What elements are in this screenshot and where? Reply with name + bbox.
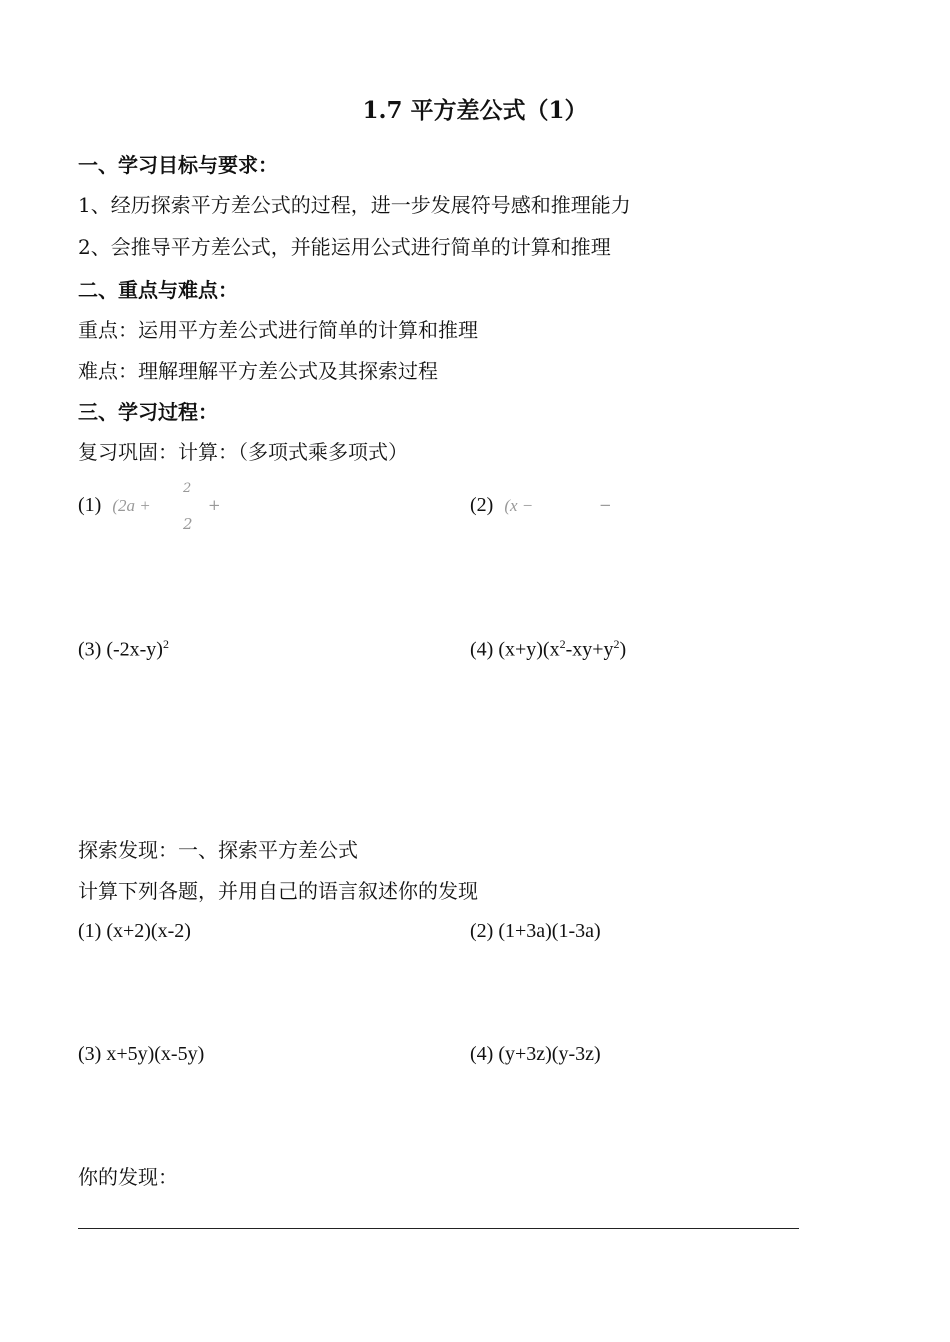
problem-number: (2)	[470, 494, 494, 516]
review-problem-1	[78, 493, 151, 518]
objective-item-2: 2、会推导平方差公式，并能运用公式进行简单的计算和推理	[78, 235, 611, 259]
expression-fragment: (2a +	[112, 496, 151, 515]
explore-instruction: 计算下列各题，并用自己的语言叙述你的发现	[78, 879, 478, 903]
section-keypoints-heading: 二、重点与难点：	[78, 278, 238, 302]
subscript-fragment: 2	[183, 515, 193, 533]
answer-line	[78, 1228, 799, 1229]
problem-expression: )	[619, 638, 627, 661]
explore-problem-4: (4) (y+3z)(y-3z)	[470, 1043, 601, 1065]
review-problem-3	[78, 632, 169, 662]
finding-label: 你的发现：	[78, 1165, 178, 1189]
expression-fragment: (x −	[504, 496, 534, 515]
superscript-fragment: 2	[183, 481, 192, 496]
problem-number: (1)	[78, 494, 102, 516]
problem-expression: (3) (-2x-y)	[78, 638, 163, 661]
review-problem-4	[470, 632, 626, 662]
objective-item-1: 1、经历探索平方差公式的过程，进一步发展符号感和推理能力	[78, 193, 631, 217]
review-intro: 复习巩固：计算：（多项式乘多项式）	[78, 440, 408, 464]
exponent: 2	[613, 637, 620, 651]
explore-problem-1: (1) (x+2)(x-2)	[78, 920, 191, 942]
problem-expression: (4) (x+y)(x	[470, 638, 560, 661]
section-objectives-heading: 一、学习目标与要求：	[78, 153, 278, 177]
exponent: 2	[559, 637, 566, 651]
exponent: 2	[162, 637, 169, 651]
page-title: 1.7 平方差公式（1）	[362, 97, 588, 124]
expression-fragment: +	[208, 496, 221, 514]
key-point: 重点：运用平方差公式进行简单的计算和推理	[78, 318, 478, 342]
problem-expression: -xy+y	[565, 638, 614, 661]
explore-heading: 探索发现：一、探索平方差公式	[78, 838, 358, 862]
explore-problem-3: (3) x+5y)(x-5y)	[78, 1043, 205, 1065]
explore-problem-2: (2) (1+3a)(1-3a)	[470, 920, 601, 942]
expression-fragment: −	[599, 496, 612, 514]
difficult-point: 难点：理解理解平方差公式及其探索过程	[78, 359, 438, 383]
section-process-heading: 三、学习过程：	[78, 400, 218, 424]
review-problem-2	[470, 493, 533, 518]
